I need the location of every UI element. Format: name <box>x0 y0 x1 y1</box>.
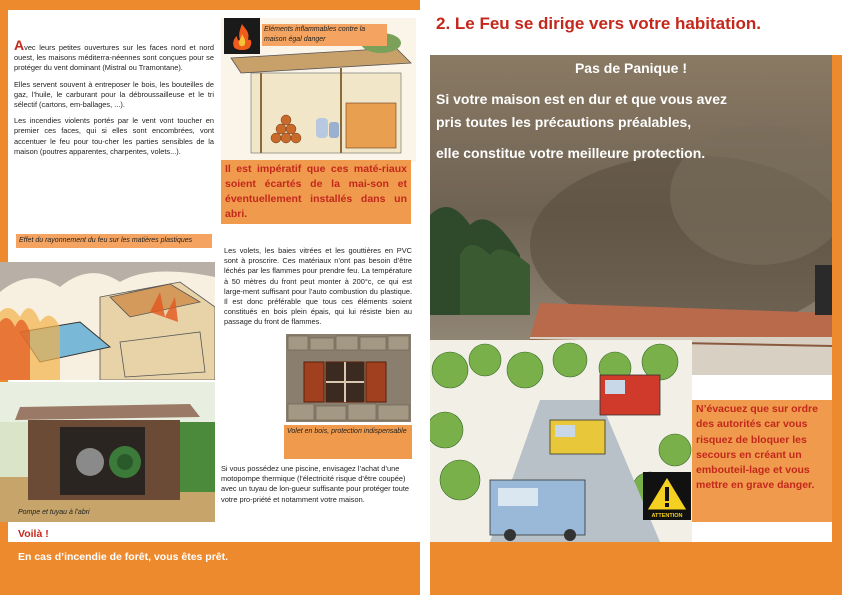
caption-rayonnement: Effet du rayonnement du feu sur les matières plastiques <box>16 234 212 248</box>
caption-elements-inflammables: Eléments inflammables contre la maison égal danger <box>262 24 387 46</box>
pvc-paragraph: Les volets, les baies vitrées et les gouttières en PVC sont à proscrire. Ces matériaux n’ont pas besoin d’être léchés par les flammes pour prendre feu. La température à 50 mètres du front peut monter à 200°c, ce qui est large-ment suffisant pour l’auto combustion du plastique. Il est donc préférable que tous ces éléments soient constitués en bois plein épais, qui lui résiste bien au passage du front de flammes. <box>224 246 412 327</box>
intro-paragraph: Avec leurs petites ouvertures sur les faces nord et nord ouest, les maisons méditerra-néennes sont conçues pour se protéger du vent dominant (Mistral ou Tramontane). <box>14 37 214 73</box>
caption-pompe: Pompe et tuyau à l’abri <box>18 509 90 516</box>
pool-fire-sketch <box>0 262 215 380</box>
drop-cap: A <box>14 37 25 53</box>
imperatif-box: Il est impératif que ces maté-riaux soient écartés de la mai-son et éventuellement installés dans un abri. <box>221 160 411 224</box>
voila-heading: Voilà ! <box>18 528 49 540</box>
piscine-paragraph: Si vous possédez une piscine, envisagez l’achat d’une motopompe thermique (l’électricité risque d’être coupée) avec un tuyau de lon-gueur suffisante pour protéger toute votre pro-priété et notamment votre maison. <box>221 464 410 504</box>
attention-label: ATTENTION <box>651 513 683 519</box>
left-column-text <box>14 37 214 163</box>
evacuez-box: N’évacuez que sur ordre des autorités car vous risquez de bloquer les secours en créant un embouteil-lage et vous mettre en grave danger. <box>692 400 832 522</box>
orange-frame-right <box>832 0 842 595</box>
storage-paragraph: Elles servent souvent à entreposer le bois, les bouteilles de gaz, l’huile, le carburant pour la débroussailleuse et le tri sélectif (cartons, em-ballages, ...). <box>14 79 214 110</box>
maison-protection-text <box>436 88 826 165</box>
caption-volet: Volet en bois, protection indispensable <box>284 425 412 459</box>
panel-gutter <box>420 0 430 595</box>
wooden-shutter-photo <box>286 334 411 422</box>
page-title: 2. Le Feu se dirige vers votre habitation. <box>436 14 761 33</box>
flame-warning-icon <box>224 18 260 54</box>
bottom-conclusion: En cas d’incendie de forêt, vous êtes prêt. <box>18 551 229 563</box>
wind-paragraph: Les incendies violents portés par le vent vont toucher en premier ces faces, qui si elles sont encombrées, vont accentuer le feu pour tou-cher les parties sensibles de la maison (poutres apparentes, charpentes, volets...). <box>14 116 214 156</box>
attention-warning-icon <box>643 472 691 520</box>
maison-line-3: elle constitue votre meilleure protection. <box>436 145 706 161</box>
maison-line-2: pris toutes les précautions préalables, <box>436 114 692 130</box>
pas-de-panique: Pas de Panique ! <box>574 60 688 76</box>
maison-line-1: Si votre maison est en dur et que vous avez <box>436 91 727 107</box>
pump-shed-photo <box>0 382 215 522</box>
orange-frame-top <box>0 0 420 10</box>
